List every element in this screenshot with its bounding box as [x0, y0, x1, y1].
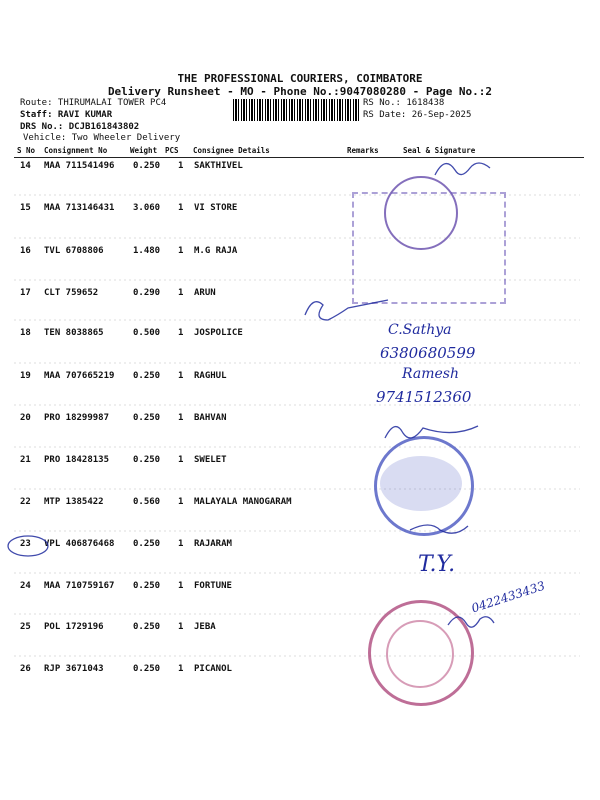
row-consignment: CLT 759652 — [44, 288, 99, 298]
row-consignee: JOSPOLICE — [194, 328, 243, 338]
row-pcs: 1 — [178, 328, 184, 338]
row-sno: 23 — [20, 539, 31, 549]
row-pcs: 1 — [178, 539, 184, 549]
row-sno: 26 — [20, 664, 31, 674]
row-consignment: POL 1729196 — [44, 622, 104, 632]
row-consignee: M.G RAJA — [194, 246, 238, 256]
row-pcs: 1 — [178, 413, 184, 423]
row-consignee: BAHVAN — [194, 413, 227, 423]
col-remarks: Remarks — [347, 146, 379, 155]
row-sno: 15 — [20, 203, 31, 213]
row-weight: 0.250 — [133, 371, 161, 381]
company-title: THE PROFESSIONAL COURIERS, COIMBATORE — [177, 72, 423, 85]
row-weight: 0.250 — [133, 455, 161, 465]
vehicle-label: Vehicle: Two Wheeler Delivery — [23, 133, 181, 143]
row-pcs: 1 — [178, 497, 184, 507]
row-consignee: MALAYALA MANOGARAM — [194, 497, 292, 507]
signature-row20 — [385, 426, 478, 438]
row-consignee: PICANOL — [194, 664, 232, 674]
row-pcs: 1 — [178, 161, 184, 171]
row-sno: 14 — [20, 161, 31, 171]
row-consignee: RAGHUL — [194, 371, 227, 381]
row-weight: 0.250 — [133, 664, 161, 674]
handwritten-initials: T.Y. — [418, 552, 456, 577]
signature-row22 — [410, 525, 468, 533]
handwritten-phone-1: 6380680599 — [380, 344, 476, 362]
col-seal-signature: Seal & Signature — [403, 146, 476, 155]
row-pcs: 1 — [178, 664, 184, 674]
route-label: Route: THIRUMALAI TOWER PC4 — [20, 98, 167, 108]
row-consignee: ARUN — [194, 288, 216, 298]
col-consignment: Consignment No — [44, 146, 108, 155]
row-weight: 0.250 — [133, 539, 161, 549]
handwritten-name-2: Ramesh — [402, 366, 459, 382]
handwritten-name-1: C.Sathya — [388, 322, 452, 338]
signature-row17 — [305, 300, 388, 320]
staff-label: Staff: RAVI KUMAR — [20, 110, 113, 120]
row-weight: 1.480 — [133, 246, 161, 256]
col-sno: S No — [17, 146, 36, 155]
row-consignee: RAJARAM — [194, 539, 232, 549]
row-pcs: 1 — [178, 455, 184, 465]
row-consignment: RJP 3671043 — [44, 664, 104, 674]
row-pcs: 1 — [178, 203, 184, 213]
row-consignment: PRO 18428135 — [44, 455, 110, 465]
row-weight: 0.560 — [133, 497, 161, 507]
row-consignee: JEBA — [194, 622, 216, 632]
row-weight: 0.250 — [133, 622, 161, 632]
row-consignment: PRO 18299987 — [44, 413, 110, 423]
row-consignment: TVL 6708806 — [44, 246, 104, 256]
drs-label: DRS No.: DCJB161843802 — [20, 122, 140, 132]
row-consignment: MAA 707665219 — [44, 371, 115, 381]
row-pcs: 1 — [178, 288, 184, 298]
row-pcs: 1 — [178, 246, 184, 256]
row-weight: 0.250 — [133, 413, 161, 423]
row-sno: 25 — [20, 622, 31, 632]
circled-row-mark — [8, 536, 48, 556]
row-consignee: SAKTHIVEL — [194, 161, 243, 171]
row-pcs: 1 — [178, 622, 184, 632]
rs-date: RS Date: 26-Sep-2025 — [363, 110, 472, 120]
row-consignment: TEN 8038865 — [44, 328, 104, 338]
row-consignment: MAA 711541496 — [44, 161, 115, 171]
handwritten-phone-3: 0422433433 — [469, 578, 547, 616]
row-sno: 24 — [20, 581, 31, 591]
row-sno: 20 — [20, 413, 31, 423]
row-weight: 0.290 — [133, 288, 161, 298]
row-weight: 0.500 — [133, 328, 161, 338]
row-consignment: VPL 406876468 — [44, 539, 115, 549]
row-weight: 3.060 — [133, 203, 161, 213]
row-consignment: MTP 1385422 — [44, 497, 104, 507]
row-consignee: FORTUNE — [194, 581, 232, 591]
row-pcs: 1 — [178, 371, 184, 381]
col-consignee: Consignee Details — [193, 146, 270, 155]
row-pcs: 1 — [178, 581, 184, 591]
row-weight: 0.250 — [133, 161, 161, 171]
handwritten-phone-2: 9741512360 — [376, 388, 472, 406]
row-consignee: SWELET — [194, 455, 227, 465]
row-consignment: MAA 713146431 — [44, 203, 115, 213]
rs-number: RS No.: 1618438 — [363, 98, 445, 108]
row-sno: 17 — [20, 288, 31, 298]
row-sno: 18 — [20, 328, 31, 338]
row-weight: 0.250 — [133, 581, 161, 591]
signature-row14 — [435, 163, 490, 175]
row-sno: 22 — [20, 497, 31, 507]
row-consignee: VI STORE — [194, 203, 238, 213]
signature-row25 — [448, 617, 494, 627]
col-pcs: PCS — [165, 146, 179, 155]
row-sno: 16 — [20, 246, 31, 256]
col-weight: Weight — [130, 146, 158, 155]
row-sno: 21 — [20, 455, 31, 465]
row-sno: 19 — [20, 371, 31, 381]
row-consignment: MAA 710759167 — [44, 581, 115, 591]
runsheet-title: Delivery Runsheet - MO - Phone No.:9047080280 - Page No.:2 — [107, 85, 493, 98]
